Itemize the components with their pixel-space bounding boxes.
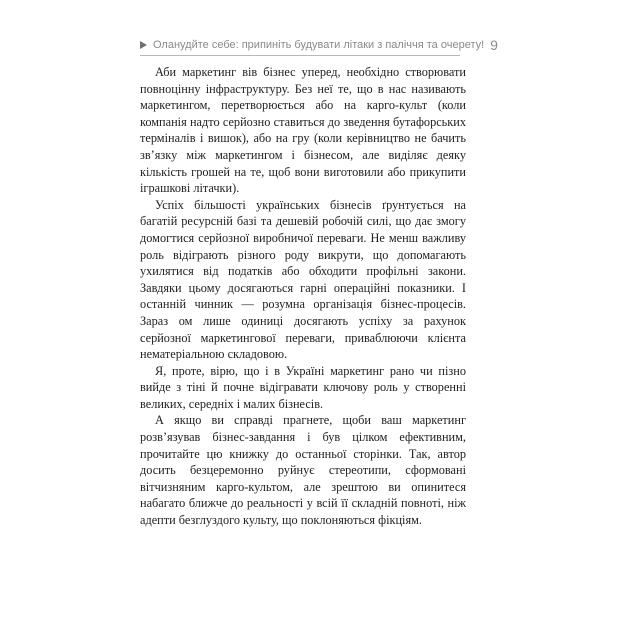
paragraph: А якщо ви справді прагнете, щоби ваш маркетинг розв’язував бізнес-завдання і був цілком ефективним, прочитайте цю книжку до останньої сторінки. Так, автор досить безцеремонно руйнує стереотипи, сформовані вітчизняним карго-культом, але зрештою ви опинитеся набагато ближче до реальності у всій її складній повноті, ніж адепти безглуздого культу, що поклоняються фікціям.: [140, 413, 466, 528]
page-number: 9: [490, 37, 498, 53]
paragraph: Я, проте, вірю, що і в Україні маркетинг рано чи пізно вийде з тіні й почне відігравати ключову роль у створенні великих, середніх і малих бізнесів.: [140, 363, 466, 411]
body-text: [140, 64, 466, 529]
chapter-title: Оланудйте себе: припиніть будувати літаки з паліччя та очерету!: [153, 39, 485, 51]
triangle-arrow-icon: [140, 41, 147, 49]
running-header: [140, 36, 498, 54]
paragraph: Успіх більшості українських бізнесів ґрунтується на багатій ресурсній базі та дешевій робочій силі, що дає змогу домогтися серйозної виробничої переваги. Не менш важливу роль відіграють різного роду викрути, що допомагають ухилятися від податків або обходити профільні закони. Завдяки цьому досягаються гарні операційні показники. І останній чинник — розумна організація бізнес-процесів. Зараз ом лише одиниці досягають успіху за рахунок серйозної маркетингової переваги, приваблюючи клієнта нематеріальною складовою.: [140, 197, 466, 362]
header-divider: [140, 55, 460, 56]
paragraph: Аби маркетинг вів бізнес уперед, необхідно створювати повноцінну інфраструктуру. Без неї те, що в нас називають маркетингом, перетворюється або на карго-культ (коли компанія надто серйозно ставиться до зведення бутафорських терміналів і вишок), або на гру (коли керівництво не бачить зв’язку між маркетингом і бізнесом, але виділяє деяку кількість грошей на те, щоб вони виготовили або прикупити іграшкові літачки).: [140, 65, 466, 196]
